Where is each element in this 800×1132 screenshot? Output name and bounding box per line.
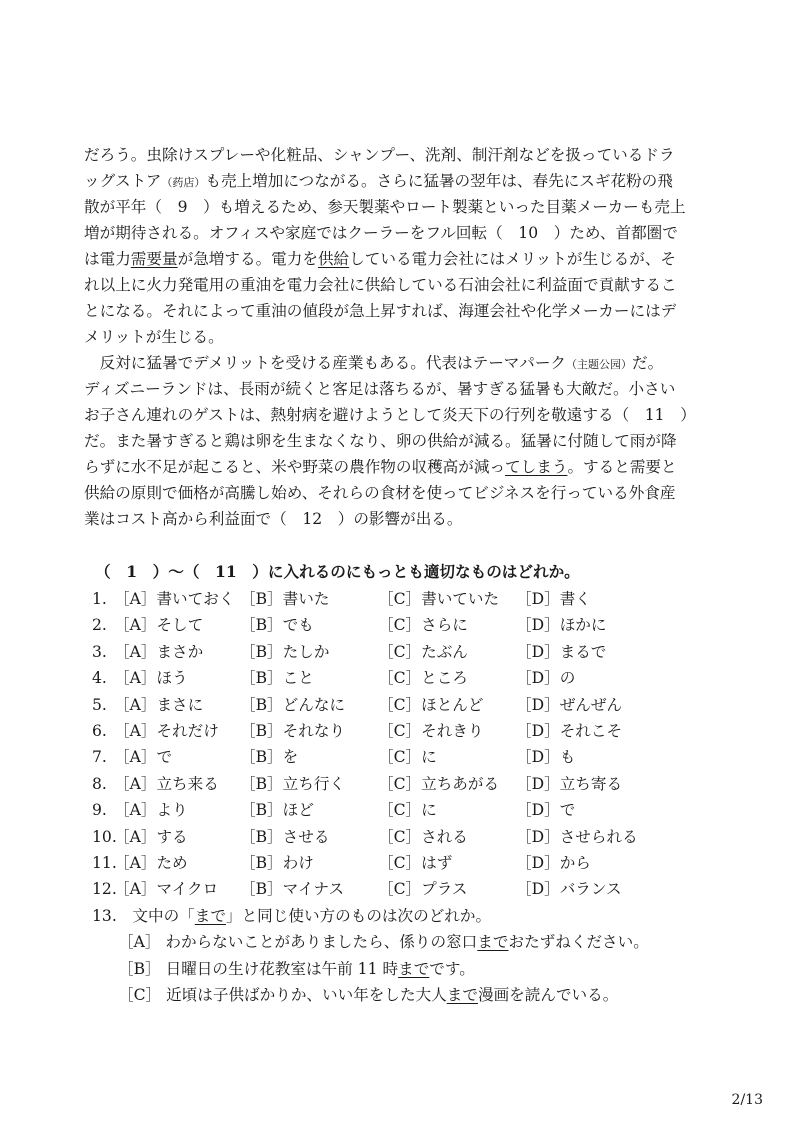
choice-a: ［A］それだけ bbox=[114, 721, 219, 740]
choice-b: ［B］させる bbox=[240, 827, 330, 846]
underlined-word: 需要量 bbox=[130, 250, 178, 268]
underlined-word: 供給 bbox=[317, 250, 350, 268]
passage-line: ッグストア（药店）も売上増加につながる。さらに猛暑の翌年は、春先にスギ花粉の飛 bbox=[84, 172, 673, 190]
question-row: 10. ［A］する ［B］させる ［C］される ［D］させられる bbox=[92, 824, 638, 850]
choice-b: ［B］それなり bbox=[240, 721, 346, 740]
choice-d: ［D］まるで bbox=[516, 642, 607, 661]
choice-b: ［B］どんなに bbox=[240, 695, 346, 714]
choice-c: ［C］に bbox=[378, 801, 437, 820]
choice-d: ［D］で bbox=[516, 801, 576, 820]
choice-a: ［A］より bbox=[114, 801, 188, 820]
reading-passage bbox=[84, 142, 724, 532]
choice-d: ［D］バランス bbox=[516, 880, 622, 899]
question-13 bbox=[92, 903, 649, 1009]
question-row: 2. ［A］そして ［B］でも ［C］さらに ［D］ほかに bbox=[92, 612, 638, 638]
choice-b: ［B］マイナス bbox=[240, 880, 345, 899]
question-row: 8. ［A］立ち来る ［B］立ち行く ［C］立ちあがる ［D］立ち寄る bbox=[92, 771, 638, 797]
choice-b: ［B］ほど bbox=[240, 801, 314, 820]
question-row: 1. ［A］書いておく ［B］書いた ［C］書いていた ［D］書く bbox=[92, 586, 638, 612]
passage-line: 散が平年（ 9 ）も増えるため、参天製薬やロート製薬といった目薬メーカーも売上 bbox=[84, 198, 686, 216]
choice-a: ［A］ため bbox=[114, 853, 188, 872]
choice-c: ［C］ほとんど bbox=[378, 695, 484, 714]
passage-line: 業はコスト高から利益面で（ 12 ）の影響が出る。 bbox=[84, 510, 463, 528]
choice-b: ［B］書いた bbox=[240, 590, 330, 608]
choice-d: ［D］ほかに bbox=[516, 616, 607, 635]
question-row: 3. ［A］まさか ［B］たしか ［C］たぶん ［D］まるで bbox=[92, 639, 638, 665]
choice-d: ［D］も bbox=[516, 748, 576, 767]
choice-c: ［C］プラス bbox=[378, 880, 468, 899]
choice-c: ［C］に bbox=[378, 748, 437, 767]
page-number: 2/13 bbox=[731, 1092, 763, 1108]
question-13-stem: 13. 文中の「まで」と同じ使い方のものは次のどれか。 bbox=[92, 907, 492, 925]
question-row: 9. ［A］より ［B］ほど ［C］に ［D］で bbox=[92, 797, 638, 823]
choice-c: ［C］立ちあがる bbox=[378, 774, 500, 793]
choice-a: ［A］マイクロ bbox=[114, 880, 219, 899]
translation-note: （主题公园） bbox=[566, 358, 633, 371]
choice-a: ［A］する bbox=[114, 827, 188, 846]
translation-note: （药店） bbox=[161, 176, 206, 189]
passage-line: とになる。それによって重油の値段が急上昇すれば、海運会社や化学メーカーにはデ bbox=[84, 302, 677, 320]
question-row: 12. ［A］マイクロ ［B］マイナス ［C］プラス ［D］バランス bbox=[92, 876, 638, 902]
choice-d: ［D］書く bbox=[516, 590, 591, 608]
choice-d: ［D］立ち寄る bbox=[516, 774, 623, 793]
choice-c: ［C］される bbox=[378, 827, 468, 846]
choice-b: ［B］たしか bbox=[240, 642, 330, 661]
passage-line: だ。また暑すぎると鶏は卵を生まなくなり、卵の供給が減る。猛暑に付随して雨が降 bbox=[84, 432, 677, 450]
choice-c: ［C］はず bbox=[378, 853, 453, 872]
choice-c: ［C］それきり bbox=[378, 721, 484, 740]
choice-a: ［A］で bbox=[114, 748, 173, 767]
choice-a: ［A］ほう bbox=[114, 669, 188, 688]
passage-line: メリットが生じる。 bbox=[84, 328, 224, 346]
underlined-word: てしまう bbox=[505, 458, 568, 476]
choice-a: ［A］そして bbox=[114, 616, 204, 635]
choice-b: ［B］立ち行く bbox=[240, 774, 346, 793]
passage-line: は電力需要量が急増する。電力を供給している電力会社にはメリットが生じるが、そ bbox=[84, 250, 677, 268]
question-13-option-c: ［C］ 近頃は子供ばかりか、いい年をした大人まで漫画を読んでいる。 bbox=[118, 986, 619, 1005]
question-row: 11. ［A］ため ［B］わけ ［C］はず ［D］から bbox=[92, 850, 638, 876]
question-row: 6. ［A］それだけ ［B］それなり ［C］それきり ［D］それこそ bbox=[92, 718, 638, 744]
choice-a: ［A］まさに bbox=[114, 695, 204, 714]
choice-a: ［A］立ち来る bbox=[114, 774, 219, 793]
choice-b: ［B］を bbox=[240, 748, 299, 767]
passage-line: 反対に猛暑でデメリットを受ける産業もある。代表はテーマパーク（主题公园）だ。 bbox=[84, 354, 664, 372]
passage-line: 増が期待される。オフィスや家庭ではクーラーをフル回転（ 10 ）ため、首都圏で bbox=[84, 224, 678, 242]
question-row: 7. ［A］で ［B］を ［C］に ［D］も bbox=[92, 744, 638, 770]
question-13-option-b: ［B］ 日曜日の生け花教室は午前 11 時までです。 bbox=[118, 959, 475, 978]
choice-d: ［D］の bbox=[516, 669, 576, 688]
choice-a: ［A］書いておく bbox=[114, 590, 235, 608]
choice-a: ［A］まさか bbox=[114, 642, 204, 661]
choice-c: ［C］ところ bbox=[378, 669, 468, 688]
passage-line: 供給の原則で価格が高騰し始め、それらの食材を使ってビジネスを行っている外食産 bbox=[84, 484, 676, 502]
choice-d: ［D］から bbox=[516, 853, 591, 872]
choice-d: ［D］させられる bbox=[516, 827, 638, 846]
passage-line: お子さん連れのゲストは、熱射病を避けようとして炎天下の行列を敬遠する（ 11 ） bbox=[84, 406, 696, 424]
passage-line: らずに水不足が起こると、米や野菜の農作物の収穫高が減ってしまう。すると需要と bbox=[84, 458, 677, 476]
passage-line: だろう。虫除けスプレーや化粧品、シャンプー、洗剤、制汗剤などを扱っているドラ bbox=[84, 146, 675, 164]
choice-d: ［D］それこそ bbox=[516, 721, 623, 740]
choice-b: ［B］こと bbox=[240, 669, 314, 688]
choice-c: ［C］たぶん bbox=[378, 642, 468, 661]
choice-b: ［B］わけ bbox=[240, 853, 314, 872]
passage-line: ディズニーランドは、長雨が続くと客足は落ちるが、暑すぎる猛暑も大敵だ。小さい bbox=[84, 380, 676, 398]
question-row: 5. ［A］まさに ［B］どんなに ［C］ほとんど ［D］ぜんぜん bbox=[92, 692, 638, 718]
choice-b: ［B］でも bbox=[240, 616, 314, 635]
choice-d: ［D］ぜんぜん bbox=[516, 695, 623, 714]
question-row: 4. ［A］ほう ［B］こと ［C］ところ ［D］の bbox=[92, 665, 638, 691]
question-13-option-a: ［A］ わからないことがありましたら、係りの窓口までおたずねください。 bbox=[118, 933, 649, 952]
choice-c: ［C］書いていた bbox=[378, 590, 500, 608]
choice-c: ［C］さらに bbox=[378, 616, 468, 635]
passage-line: れ以上に火力発電用の重油を電力会社に供給している石油会社に利益面で貢献するこ bbox=[84, 276, 677, 294]
question-instructions: （ 1 ）～（ 11 ）に入れるのにもっとも適切なものはどれか。 bbox=[95, 562, 580, 581]
choice-list bbox=[92, 586, 638, 903]
